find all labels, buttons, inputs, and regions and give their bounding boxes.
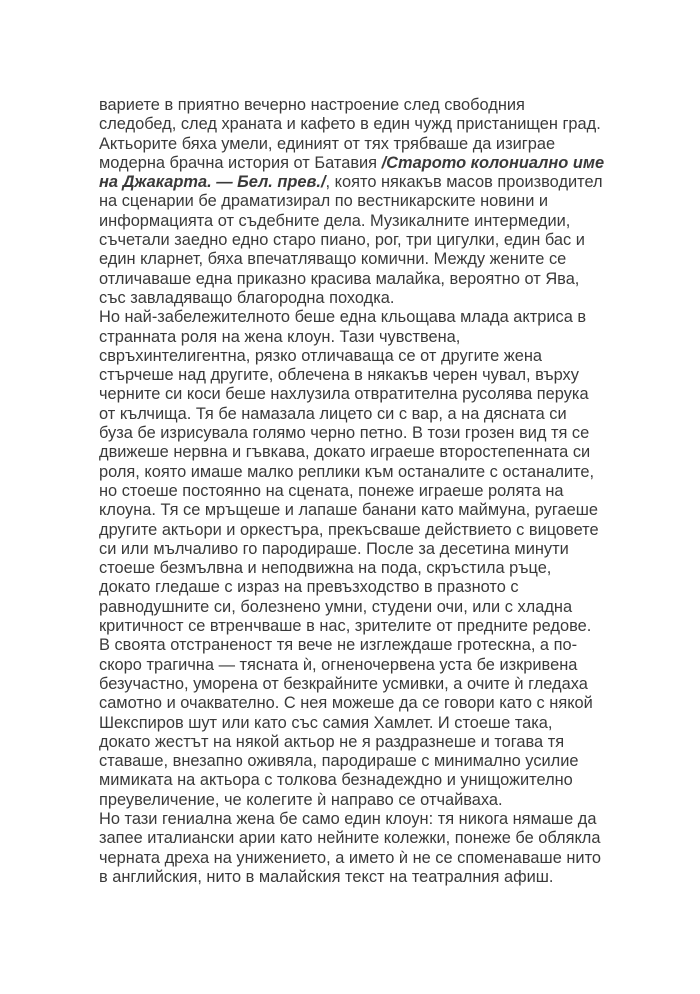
text-line: В своята отстраненост тя вече не изглеждаше гротескна, а по-: [99, 636, 578, 655]
text-line: другите актьори и оркестъра, прекъсваше действието с вицовете: [99, 520, 599, 539]
text-line: в английския, нито в малайския текст на театралния афиш.: [99, 867, 554, 886]
text-line: си или мълчаливо го пародираше. После за десетина минути: [99, 539, 569, 558]
translator-note: на Джакарта. — Бел. прев./: [99, 173, 326, 192]
text-line: но стоеше постоянно на сцената, понеже играеше ролята на: [99, 481, 564, 500]
text-line: черната дреха на унижението, а името ѝ не се споменаваше нито: [99, 848, 602, 867]
body-text: [99, 96, 619, 887]
text-line: стърчеше над другите, облечена в някакъв черен чувал, върху: [99, 366, 579, 385]
text-line: буза бе изрисувала голямо черно петно. В този грозен вид тя се: [99, 424, 590, 443]
text-line: [99, 173, 619, 192]
text-segment: модерна брачна история от Батавия: [99, 153, 382, 172]
text-line: самотно и очаквателно. С нея можеше да се говори като с някой: [99, 694, 593, 713]
text-line: [99, 154, 619, 173]
text-line: информацията от съдебните дела. Музикалните интермедии,: [99, 211, 571, 230]
text-line: на сценарии бе драматизирал по вестникарските новини и: [99, 192, 549, 211]
text-line: Актьорите бяха умели, единият от тях трябваше да изиграе: [99, 134, 556, 153]
text-line: черните си коси беше нахлузила отвратителна русолява перука: [99, 385, 589, 404]
text-line: критичност се втренчваше в нас, зрителите от предните редове.: [99, 617, 592, 636]
text-line: движеше нервна и гъвкава, докато играеше второстепенната си: [99, 443, 591, 462]
text-line: съчетали заедно едно старо пиано, рог, три цигулки, един бас и: [99, 231, 585, 250]
text-line: Но тази гениална жена бе само един клоун: тя никога нямаше да: [99, 809, 597, 828]
text-line: мимиката на актьора с толкова безнадеждно и унищожително: [99, 771, 573, 790]
text-line: един кларнет, бяха впечатляващо комични. Между жените се: [99, 250, 567, 269]
text-segment: , която някакъв масов производител: [325, 173, 603, 192]
text-line: безучастно, уморена от безкрайните усмивки, а очите ѝ гледаха: [99, 674, 588, 693]
text-line: от кълчища. Тя бе намазала лицето си с вар, а на дясната си: [99, 404, 567, 423]
text-line: докато гледаше с израз на превъзходство в празното с: [99, 578, 519, 597]
text-line: преувеличение, че колегите ѝ направо се отчайваха.: [99, 790, 503, 809]
text-line: ставаше, внезапно оживяла, пародираше с минимално усилие: [99, 752, 579, 771]
text-line: скоро трагична — тясната ѝ, огненочервена уста бе изкривена: [99, 655, 578, 674]
text-line: Но най-забележителното беше една кльощава млада актриса в: [99, 308, 587, 327]
text-line: странната роля на жена клоун. Тази чувствена,: [99, 327, 461, 346]
text-line: клоуна. Тя се мръщеше и лапаше банани като маймуна, ругаеше: [99, 501, 598, 520]
text-line: запее италиански арии като нейните колежки, понеже бе облякла: [99, 829, 601, 848]
text-line: отличаваше една приказно красива малайка, вероятно от Ява,: [99, 269, 580, 288]
text-line: със завладяващо благородна походка.: [99, 288, 395, 307]
text-line: свръхинтелигентна, рязко отличаваща се от другите жена: [99, 346, 543, 365]
text-line: следобед, след храната и кафето в един чужд пристанищен град.: [99, 115, 601, 134]
text-line: вариете в приятно вечерно настроение след свободния: [99, 96, 525, 114]
text-line: Шекспиров шут или като със самия Хамлет. И стоеше така,: [99, 713, 553, 732]
text-line: докато жестът на някой актьор не я раздразнеше и тогава тя: [99, 732, 565, 751]
text-line: роля, която имаше малко реплики към останалите с останалите,: [99, 462, 595, 481]
text-line: стоеше безмълвна и неподвижна на пода, скръстила ръце,: [99, 559, 552, 578]
translator-note: /Старото колониално име: [381, 153, 605, 172]
text-line: равнодушните си, болезнено умни, студени очи, или с хладна: [99, 597, 573, 616]
